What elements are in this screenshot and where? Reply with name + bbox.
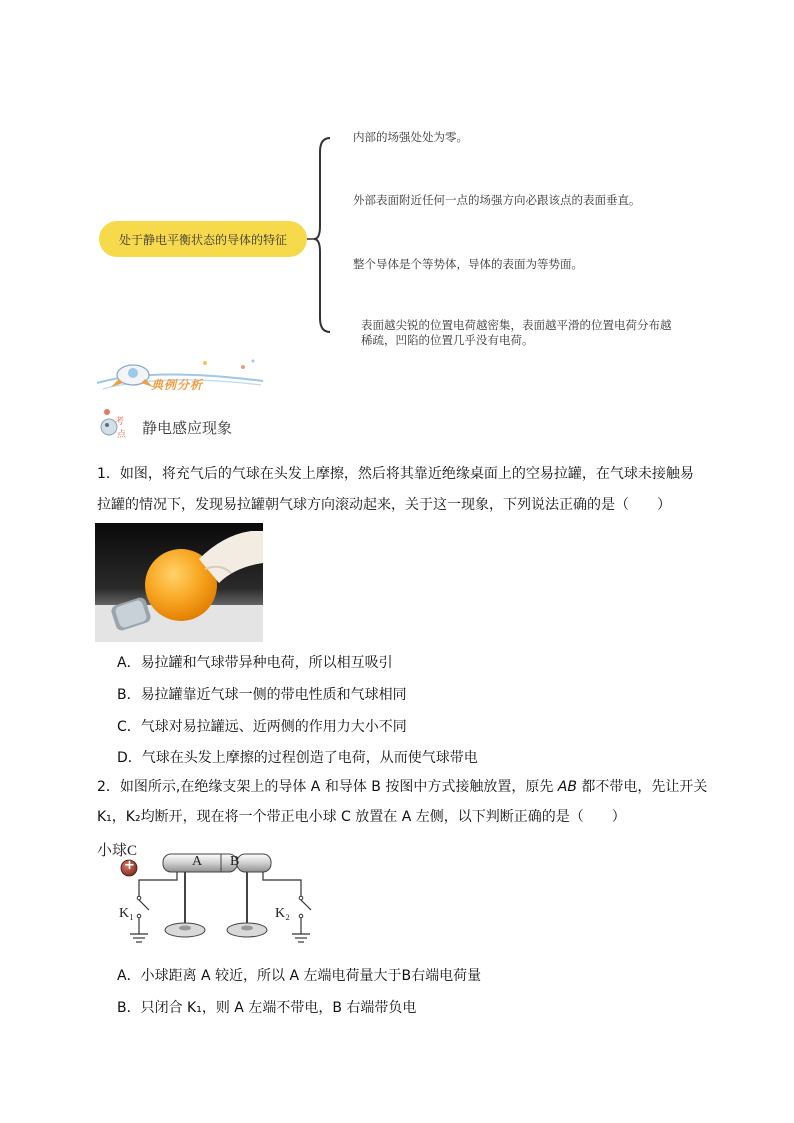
- q2-stem-line-1-b: 都不带电，先让开关: [576, 779, 708, 795]
- mindmap-leaf-2: 外部表面附近任何一点的场强方向必跟该点的表面垂直。: [353, 193, 641, 207]
- q2-option-b: B．只闭合 K₁，则 A 左端不带电，B 右端带负电: [117, 1000, 417, 1016]
- q2-stem-ab: AB: [557, 779, 577, 795]
- mindmap-leaf-4b: 稀疏，凹陷的位置几乎没有电荷。: [361, 333, 534, 347]
- ball-c-label: 小球C: [97, 843, 138, 859]
- mindmap-root-label: 处于静电平衡状态的导体的特征: [118, 232, 287, 247]
- balloon-can-photo: [95, 523, 263, 642]
- kaodian-badge: [97, 404, 141, 440]
- q2-option-a: A．小球距离 A 较近，所以 A 左端电荷量大于B右端电荷量: [117, 968, 482, 984]
- mindmap-leaf-3: 整个导体是个等势体，导体的表面为等势面。: [353, 257, 583, 271]
- q2-stem-line-2: K₁，K₂均断开，现在将一个带正电小球 C 放置在 A 左侧，以下判断正确的是（ ）: [97, 809, 626, 825]
- q1-option-d: D．气球在头发上摩擦的过程创造了电荷，从而使气球带电: [117, 750, 478, 766]
- mindmap-brace: [306, 130, 346, 340]
- kaodian-badge-bottom: 点: [117, 430, 127, 440]
- q2-stem-line-1-a: 2．如图所示,在绝缘支架上的导体 A 和导体 B 按图中方式接触放置，原先: [97, 779, 558, 795]
- mindmap-leaf-4a: 表面越尖锐的位置电荷越密集，表面越平滑的位置电荷分布越: [361, 318, 672, 332]
- q1-option-a: A．易拉罐和气球带异种电荷，所以相互吸引: [117, 655, 393, 671]
- q1-stem-line-2: 拉罐的情况下，发现易拉罐朝气球方向滚动起来，关于这一现象，下列说法正确的是（ ）: [97, 497, 671, 513]
- mindmap-leaf-1: 内部的场强处处为零。: [353, 130, 468, 144]
- q1-option-b: B．易拉罐靠近气球一侧的带电性质和气球相同: [117, 687, 407, 703]
- conductor-diagram: [97, 836, 317, 952]
- kaodian-badge-top: 考: [115, 417, 125, 427]
- mindmap-root-node: [99, 221, 307, 257]
- q1-option-c: C．气球对易拉罐远、近两侧的作用力大小不同: [117, 719, 407, 735]
- ball-c-sign: +: [124, 858, 135, 873]
- switch-k2-label: K₂: [275, 906, 290, 921]
- kaodian-title: 静电感应现象: [142, 419, 233, 437]
- conductor-a-label: A: [192, 854, 203, 869]
- switch-k1-label: K₁: [119, 906, 134, 921]
- conductor-b-label: B: [230, 854, 240, 869]
- banner-title: 典例分析: [151, 378, 204, 392]
- q2-stem-line-1: [97, 772, 707, 803]
- q1-stem-line-1: 1．如图，将充气后的气球在头发上摩擦，然后将其靠近绝缘桌面上的空易拉罐，在气球未接触易: [97, 466, 694, 482]
